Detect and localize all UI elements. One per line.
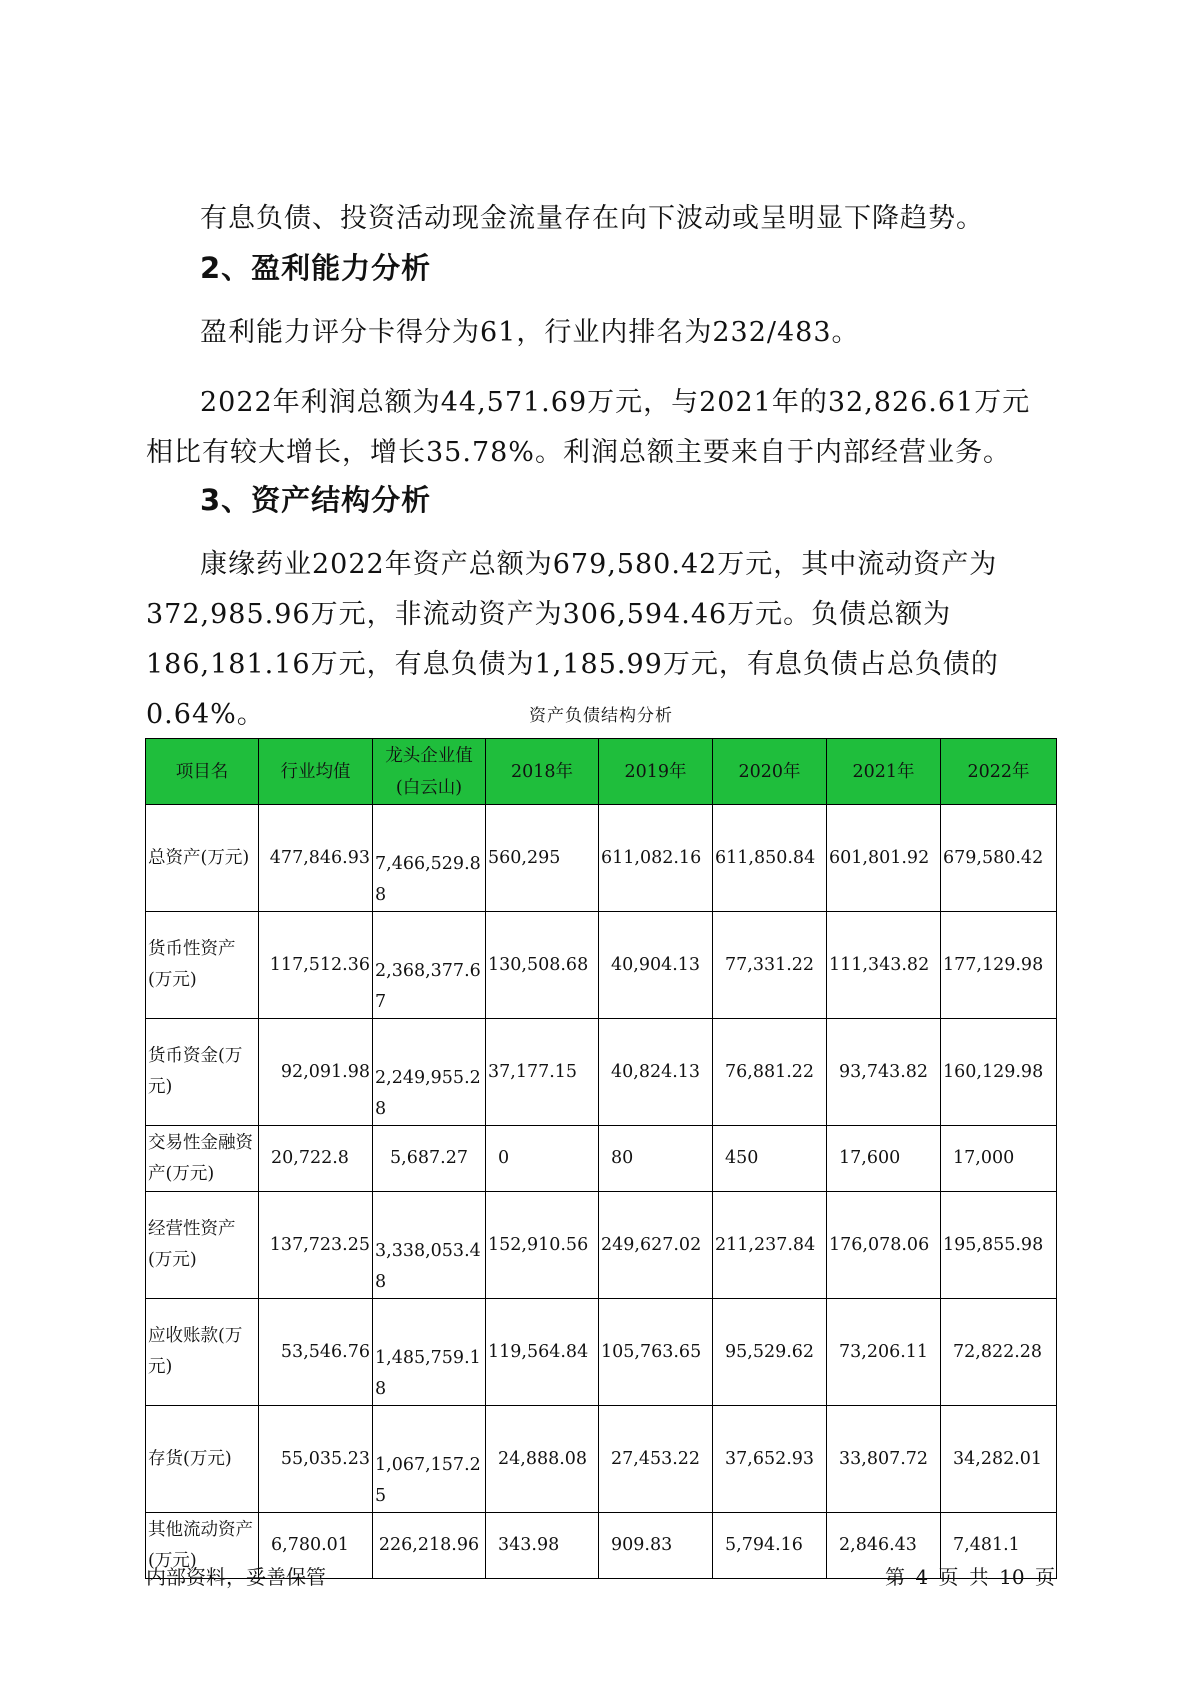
table-cell: 77,331.22 — [713, 912, 827, 1019]
table-cell: 679,580.42 — [941, 805, 1057, 912]
row-label: 其他流动资产(万元) — [146, 1513, 259, 1579]
table-cell: 177,129.98 — [941, 912, 1057, 1019]
table-cell: 226,218.96 — [373, 1513, 486, 1579]
table-cell: 249,627.02 — [599, 1192, 713, 1299]
table-cell: 343.98 — [486, 1513, 599, 1579]
table-cell: 6,780.01 — [259, 1513, 373, 1579]
header-cell: 2018年 — [486, 739, 599, 805]
table-cell: 17,000 — [941, 1126, 1057, 1192]
table-cell: 17,600 — [827, 1126, 941, 1192]
table-cell: 117,512.36 — [259, 912, 373, 1019]
table-cell: 152,910.56 — [486, 1192, 599, 1299]
header-cell: 2022年 — [941, 739, 1057, 805]
table-row — [146, 912, 1057, 1019]
table-cell: 95,529.62 — [713, 1299, 827, 1406]
row-label: 货币性资产(万元) — [146, 912, 259, 1019]
table-row — [146, 1019, 1057, 1126]
paragraph-profit-score: 盈利能力评分卡得分为61，行业内排名为232/483。 — [200, 317, 860, 348]
table-cell: 611,082.16 — [599, 805, 713, 912]
table-cell: 2,249,955.28 — [373, 1019, 486, 1126]
header-cell: 项目名 — [146, 739, 259, 805]
table-cell: 3,338,053.48 — [373, 1192, 486, 1299]
table-cell: 27,453.22 — [599, 1406, 713, 1513]
table-cell: 80 — [599, 1126, 713, 1192]
header-cell: 2020年 — [713, 739, 827, 805]
table-cell: 7,466,529.88 — [373, 805, 486, 912]
table-cell: 5,794.16 — [713, 1513, 827, 1579]
table-cell: 105,763.65 — [599, 1299, 713, 1406]
table-cell: 2,846.43 — [827, 1513, 941, 1579]
table-cell: 560,295 — [486, 805, 599, 912]
paragraph-debt-trend: 有息负债、投资活动现金流量存在向下波动或呈明显下降趋势。 — [200, 203, 984, 234]
row-label: 交易性金融资产(万元) — [146, 1126, 259, 1192]
table-cell: 53,546.76 — [259, 1299, 373, 1406]
row-label: 总资产(万元) — [146, 805, 259, 912]
table-cell: 450 — [713, 1126, 827, 1192]
table-cell: 601,801.92 — [827, 805, 941, 912]
row-label: 经营性资产(万元) — [146, 1192, 259, 1299]
header-cell: 行业均值 — [259, 739, 373, 805]
table-cell: 33,807.72 — [827, 1406, 941, 1513]
header-cell: 龙头企业值(白云山) — [373, 739, 486, 805]
table-cell: 611,850.84 — [713, 805, 827, 912]
table-cell: 37,652.93 — [713, 1406, 827, 1513]
table-cell: 40,904.13 — [599, 912, 713, 1019]
paragraph-asset-summary: 康缘药业2022年资产总额为679,580.42万元，其中流动资产为372,985.96万元，非流动资产为306,594.46万元。负债总额为186,181.16万元，有息负债为1,185.99万元，有息负债占总负债的0.64%。 — [146, 549, 999, 730]
table-cell: 176,078.06 — [827, 1192, 941, 1299]
table-cell: 119,564.84 — [486, 1299, 599, 1406]
row-label: 货币资金(万元) — [146, 1019, 259, 1126]
asset-liability-table — [145, 738, 1057, 1579]
table-cell: 130,508.68 — [486, 912, 599, 1019]
table-row — [146, 1126, 1057, 1192]
table-header-row — [146, 739, 1057, 805]
table-cell: 92,091.98 — [259, 1019, 373, 1126]
table-cell: 2,368,377.67 — [373, 912, 486, 1019]
table-cell: 37,177.15 — [486, 1019, 599, 1126]
table-cell: 72,822.28 — [941, 1299, 1057, 1406]
table-cell: 20,722.8 — [259, 1126, 373, 1192]
table-cell: 1,485,759.18 — [373, 1299, 486, 1406]
table-caption: 资产负债结构分析 — [529, 706, 673, 726]
table-cell: 137,723.25 — [259, 1192, 373, 1299]
table-row — [146, 1299, 1057, 1406]
table-cell: 477,846.93 — [259, 805, 373, 912]
table-cell: 195,855.98 — [941, 1192, 1057, 1299]
table-cell: 40,824.13 — [599, 1019, 713, 1126]
table-cell: 55,035.23 — [259, 1406, 373, 1513]
table-cell: 7,481.1 — [941, 1513, 1057, 1579]
table-cell: 5,687.27 — [373, 1126, 486, 1192]
table-cell: 211,237.84 — [713, 1192, 827, 1299]
heading-asset-structure: 3、资产结构分析 — [200, 483, 432, 517]
table-cell: 111,343.82 — [827, 912, 941, 1019]
table-cell: 909.83 — [599, 1513, 713, 1579]
row-label: 存货(万元) — [146, 1406, 259, 1513]
header-cell: 2019年 — [599, 739, 713, 805]
table-cell: 1,067,157.25 — [373, 1406, 486, 1513]
table-cell: 0 — [486, 1126, 599, 1192]
table-cell: 93,743.82 — [827, 1019, 941, 1126]
header-cell: 2021年 — [827, 739, 941, 805]
table-row — [146, 1406, 1057, 1513]
footer-page-number: 第 4 页 共 10 页 — [885, 1565, 1055, 1589]
table-row — [146, 805, 1057, 912]
paragraph-profit-total: 2022年利润总额为44,571.69万元，与2021年的32,826.61万元相比有较大增长，增长35.78%。利润总额主要来自于内部经营业务。 — [146, 387, 1031, 468]
table-cell: 76,881.22 — [713, 1019, 827, 1126]
heading-profitability: 2、盈利能力分析 — [200, 251, 432, 285]
table-cell: 73,206.11 — [827, 1299, 941, 1406]
table-cell: 34,282.01 — [941, 1406, 1057, 1513]
table-row — [146, 1192, 1057, 1299]
table-cell: 160,129.98 — [941, 1019, 1057, 1126]
table-cell: 24,888.08 — [486, 1406, 599, 1513]
footer-confidential-note: 内部资料，妥善保管 — [146, 1565, 326, 1589]
row-label: 应收账款(万元) — [146, 1299, 259, 1406]
